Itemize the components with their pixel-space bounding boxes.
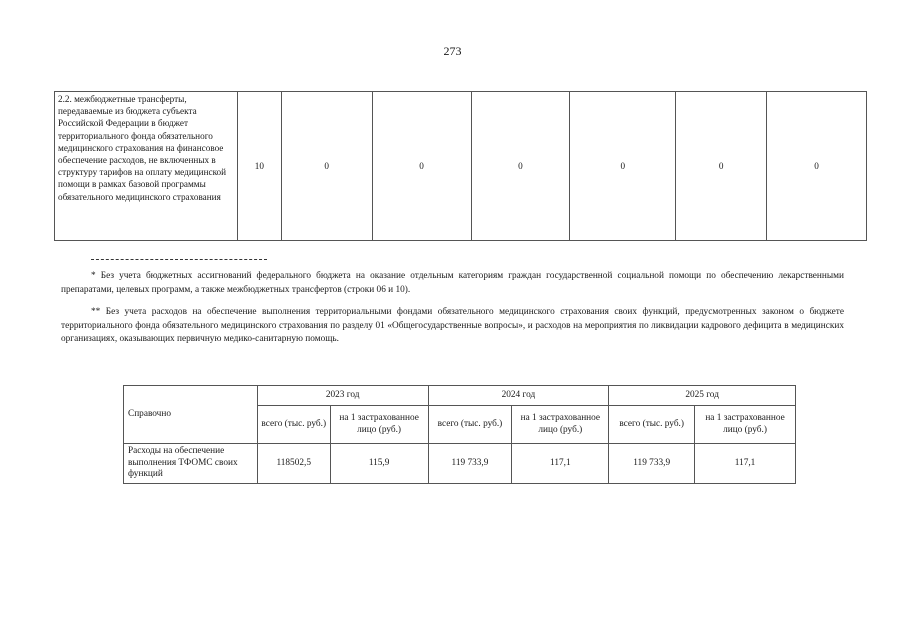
footnote-2-text: ** Без учета расходов на обеспечение выполнения территориальными фондами обязательного медицинского страхования своих функций, предусмотренных законом о бюджете территориального фонда обязательного медицинского страхования по разделу 01 «Общегосударственные вопросы», и расходов на мероприятия по ликвидации кадрового дефицита в медицинских организациях, оказывающих первичную медико-санитарную помощь. — [61, 307, 844, 345]
table-row — [124, 444, 796, 484]
reference-table — [123, 385, 796, 484]
year-header: 2024 год — [428, 386, 609, 406]
col-per-person-header: на 1 застрахованное лицо (руб.) — [695, 406, 796, 444]
header-row-years — [124, 386, 796, 406]
cell-value: 0 — [676, 92, 767, 241]
cell-value: 119 733,9 — [428, 444, 512, 484]
year-header: 2025 год — [609, 386, 796, 406]
cell-value: 0 — [471, 92, 570, 241]
cell-value: 118502,5 — [257, 444, 330, 484]
cell-value: 115,9 — [330, 444, 428, 484]
footnote-1 — [61, 270, 844, 297]
footnote-1-text: * Без учета бюджетных ассигнований федерального бюджета на оказание отдельным категориям граждан государственной социальной помощи по обеспечению лекарственными препаратами, целевых программ, а также межбюджетных трансфертов (строки 06 и 10). — [61, 271, 844, 295]
col-per-person-header: на 1 застрахованное лицо (руб.) — [512, 406, 609, 444]
footnote-separator — [91, 259, 267, 260]
row-label: 2.2. межбюджетные трансферты, передаваемые из бюджета субъекта Российской Федерации в бюджет территориального фонда обязательного медицинского страхования на финансовое обеспечение расходов, не включенных в структуру тарифов на оплату медицинской помощи в рамках базовой программы обязательного медицинского страхования — [55, 92, 238, 241]
col-total-header: всего (тыс. руб.) — [257, 406, 330, 444]
page-number: 273 — [443, 44, 462, 58]
table-row — [55, 92, 867, 241]
footnote-2 — [61, 306, 844, 347]
row-code: 10 — [237, 92, 281, 241]
row-label: Расходы на обеспечение выполнения ТФОМС своих функций — [124, 444, 258, 484]
year-header: 2023 год — [257, 386, 428, 406]
cell-value: 0 — [767, 92, 867, 241]
col-total-header: всего (тыс. руб.) — [609, 406, 695, 444]
header-label: Справочно — [124, 386, 258, 444]
intergovernmental-transfers-table — [54, 91, 867, 241]
cell-value: 119 733,9 — [609, 444, 695, 484]
cell-value: 0 — [281, 92, 372, 241]
cell-value: 0 — [570, 92, 676, 241]
cell-value: 117,1 — [512, 444, 609, 484]
cell-value: 117,1 — [695, 444, 796, 484]
cell-value: 0 — [372, 92, 471, 241]
col-per-person-header: на 1 застрахованное лицо (руб.) — [330, 406, 428, 444]
col-total-header: всего (тыс. руб.) — [428, 406, 512, 444]
